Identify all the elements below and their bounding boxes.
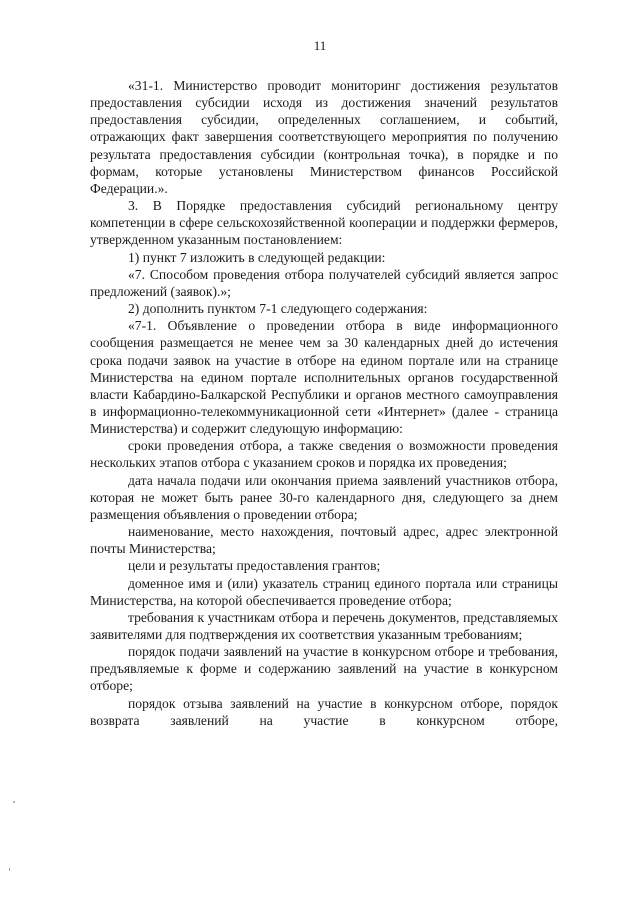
paragraph-31-1: «31-1. Министерство проводит мониторинг достижения результатов предоставления субсидии исходя из достижения значений результатов предоставления субсидии, определенных соглашением, и событий, отражающих факт завершения соответствующего мероприятия по получению результата предоставления субсидии (контрольная точка), в порядке и по формам, которые установлены Министерством финансов Российской Федерации.». [90,78,558,196]
list-item-participant-requirements: требования к участникам отбора и перечень документов, представляемых заявителями для подтверждения их соответствия указанным требованиям; [90,609,558,642]
list-item-application-procedure: порядок подачи заявлений на участие в конкурсном отборе и требования, предъявляемые к форме и содержанию заявлений на участие в конкурсном отборе; [90,644,558,694]
list-item-ministry-address: наименование, место нахождения, почтовый адрес, адрес электронной почты Министерства; [90,524,558,557]
list-item-domain-name: доменное имя и (или) указатель страниц единого портала или страницы Министерства, на которой обеспечивается проведение отбора; [90,575,558,608]
list-item-selection-dates: сроки проведения отбора, а также сведения о возможности проведения нескольких этапов отбора с указанием сроков и порядка их проведения; [90,438,558,471]
paragraph-item-3: 3. В Порядке предоставления субсидий региональному центру компетенции в сфере сельскохозяйственной кооперации и поддержки фермеров, утвержденном указанным постановлением: [90,198,558,248]
document-body [90,77,558,729]
page-number: 11 [313,38,327,53]
paragraph-subitem-2: 2) дополнить пунктом 7-1 следующего содержания: [128,301,428,317]
scan-speck [9,868,10,871]
paragraph-subitem-1: 1) пункт 7 изложить в следующей редакции: [128,249,386,265]
list-item-application-start-date: дата начала подачи или окончания приема заявлений участников отбора, которая не может быть ранее 30-го календарного дня, следующего за днем размещения объявления о проведении отбора; [90,472,558,522]
list-item-grant-goals: цели и результаты предоставления грантов; [128,558,381,574]
scan-speck [13,801,15,803]
list-item-withdrawal-procedure: порядок отзыва заявлений на участие в конкурсном отборе, порядок возврата заявлений на участие в конкурсном отборе, [90,695,558,728]
paragraph-point-7-1: «7-1. Объявление о проведении отбора в виде информационного сообщения размещается не менее чем за 30 календарных дней до истечения срока подачи заявок на участие в отборе на едином портале или на странице Министерства на едином портале исполнительных органов государственной власти Кабардино-Балкарской Республики и органов местного самоуправления в информационно-телекоммуникационной сети «Интернет» (далее - страница Министерства) и содержит следующую информацию: [90,318,558,437]
paragraph-point-7: «7. Способом проведения отбора получателей субсидий является запрос предложений (заявок).»; [90,266,558,299]
